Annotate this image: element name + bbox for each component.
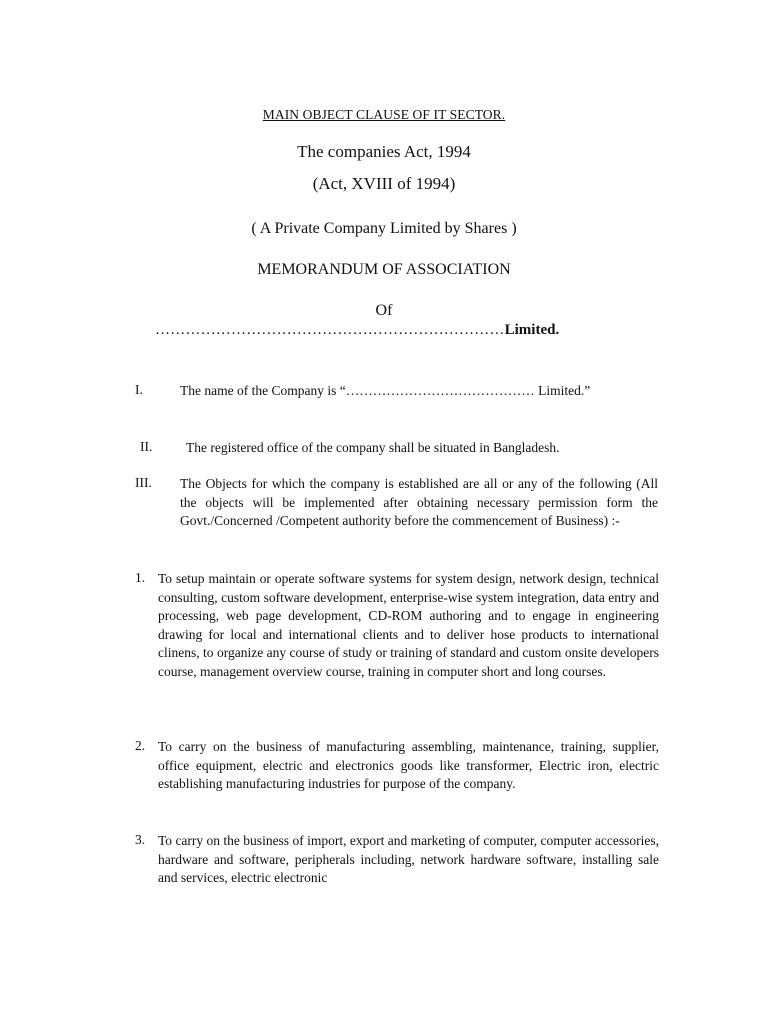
main-heading: MAIN OBJECT CLAUSE OF IT SECTOR. <box>262 107 506 122</box>
clause-number: I. <box>135 382 143 397</box>
object-text: To setup maintain or operate software systems for system design, network design, technical consulting, custom software development, enterprise-wise system integration, data entry and processing, web page development, CD-ROM authoring and to engage in engineering drawing for local and international clients and to deliver hose products to international clinens, to organize any course of study or training of standard and custom onsite developers course, management overview course, training in computer short and long courses. <box>158 571 659 679</box>
object-number: 3. <box>135 832 146 847</box>
company-name-line <box>155 322 559 339</box>
act-number: (Act, XVIII of 1994) <box>312 174 456 193</box>
clause-text: The registered office of the company shall be situated in Bangladesh. <box>186 440 560 455</box>
of-label: Of <box>375 302 393 319</box>
clause-text: The Objects for which the company is established are all or any of the following (All the objects will be implemented after obtaining necessary permission form the Govt./Concerned /Competent authority before the commencement of Business) :- <box>180 476 658 528</box>
clause-number: II. <box>140 439 153 454</box>
object-text: To carry on the business of import, export and marketing of computer, computer accessories, hardware and software, peripherals including, network hardware software, installing sale and services, electric electronic <box>158 833 659 885</box>
company-type: ( A Private Company Limited by Shares ) <box>251 220 517 237</box>
act-title: The companies Act, 1994 <box>297 142 471 161</box>
object-number: 1. <box>135 570 146 585</box>
clause-number: III. <box>135 475 152 490</box>
limited-label: Limited. <box>504 322 560 338</box>
object-text: To carry on the business of manufacturing assembling, maintenance, training, supplier, office equipment, electric and electronics goods like transformer, Electric iron, electric establishing manufacturing industries for purpose of the company. <box>158 739 659 791</box>
clause-text: The name of the Company is “…………………………………… Limited.” <box>180 383 591 398</box>
company-name-blank: …………………………………………………………… <box>155 322 505 338</box>
memorandum-title: MEMORANDUM OF ASSOCIATION <box>257 261 511 278</box>
object-number: 2. <box>135 738 146 753</box>
